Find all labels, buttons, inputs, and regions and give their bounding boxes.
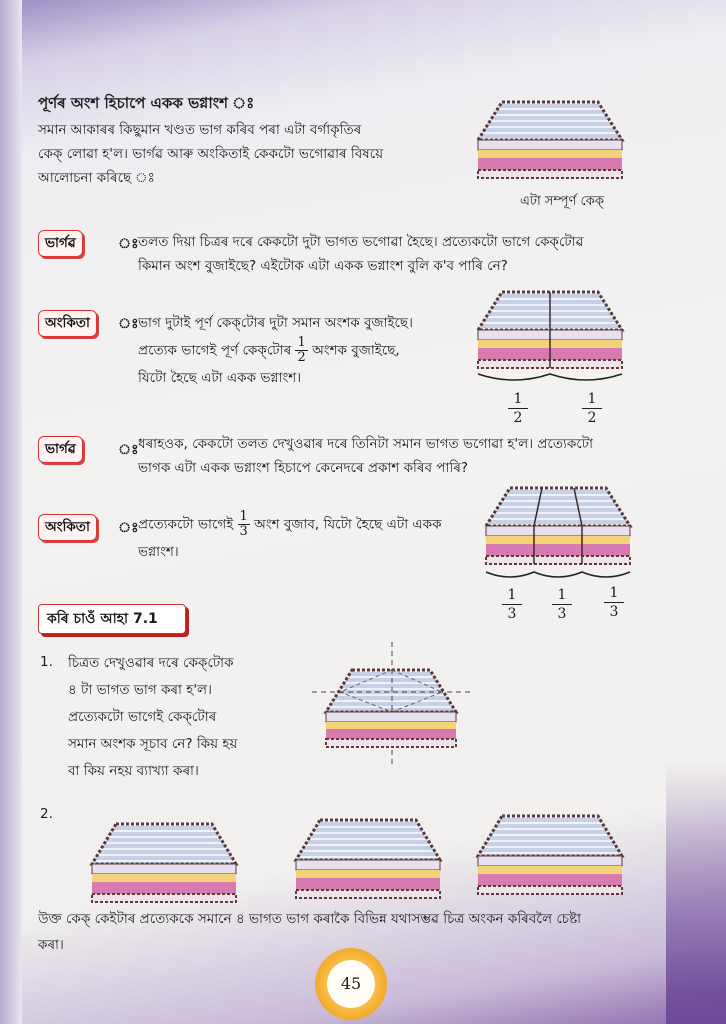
fraction-denominator: 3 — [239, 524, 248, 539]
speaker-tag-ankita: অংকিতা — [38, 310, 97, 337]
dialogue-bhargav-1 — [138, 230, 698, 278]
fraction-numerator: 1 — [239, 509, 248, 524]
third-label-2 — [552, 586, 572, 623]
half-cake-image — [470, 286, 630, 386]
intro-line: সমান আকাৰৰ কিছুমান খণ্ডত ভাগ কৰিব পৰা এটা বৰ্গাকৃতিৰ — [38, 122, 362, 138]
speaker-tag-ankita: অংকিতা — [38, 514, 97, 541]
fraction-numerator: 1 — [609, 585, 619, 601]
dialogue-line — [138, 336, 468, 365]
fraction-denominator: 3 — [552, 604, 572, 623]
text-span: অংশক বুজাইছে, — [312, 342, 400, 359]
page-number-badge — [315, 948, 387, 1020]
fraction-numerator: 1 — [587, 391, 597, 407]
intro-paragraph — [38, 118, 458, 190]
third-label-1 — [502, 586, 522, 623]
question-2-number: 2. — [40, 806, 53, 822]
section-heading: পূৰ্ণৰ অংশ হিচাপে একক ভগ্নাংশ ঃ — [38, 94, 255, 112]
fraction-numerator: 1 — [507, 587, 517, 603]
speaker-tag-bhargav: ভাৰ্গৱ — [38, 230, 83, 257]
text-span: প্ৰত্যেকটো ভাগেই — [138, 516, 234, 533]
dialogue-ankita-1 — [138, 310, 468, 391]
fraction-denominator: 3 — [502, 604, 522, 623]
dialogue-colon: ঃ — [118, 442, 139, 458]
dialogue-ankita-2 — [138, 510, 468, 565]
intro-line: কেক্ লোৱা হ'ল। ভাৰ্গৱ আৰু অংকিতাই কেকটো ভগোৱাৰ বিষয়ে — [38, 146, 384, 162]
question-1-number: 1. — [40, 654, 53, 670]
dialogue-line: ধৰাহওক, কেকটো তলত দেখুওৱাৰ দৰে তিনিটা সমান ভাগত ভগোৱা হ'ল। প্ৰত্যেকটো — [138, 436, 594, 452]
dialogue-bhargav-2 — [138, 432, 698, 480]
whole-cake-image — [470, 96, 630, 188]
fraction-denominator: 3 — [604, 602, 624, 621]
half-label-left — [508, 390, 528, 427]
fraction-denominator: 2 — [297, 350, 306, 365]
dialogue-line: ভাগ দুটাই পূৰ্ণ কেক্‌টোৰ দুটা সমান অংশক বুজাইছে। — [138, 315, 413, 331]
question-line: ৪ টা ভাগত ভাগ কৰা হ'ল। — [68, 682, 212, 698]
dialogue-colon: ঃ — [118, 316, 139, 332]
blank-cake-image-3 — [470, 810, 630, 906]
question-line: উক্ত কেক্ কেইটাৰ প্ৰত্যেককে সমানে ৪ ভাগত ভাগ কৰাকৈ বিভিন্ন যথাসম্ভৱ চিত্ৰ অংকন কৰিবলৈ চেষ্টা — [38, 911, 582, 927]
fraction-third — [238, 510, 250, 539]
fraction-numerator: 1 — [297, 335, 306, 350]
dialogue-colon: ঃ — [118, 520, 139, 536]
quarter-cut-cake-image — [306, 640, 476, 770]
blank-cake-image-2 — [288, 814, 448, 910]
exercise-title-box: কৰি চাওঁ আহা 7.1 — [38, 604, 186, 634]
whole-cake-caption: এটা সম্পূৰ্ণ কেক্ — [520, 194, 604, 209]
dialogue-line: তলত দিয়া চিত্ৰৰ দৰে কেকটো দুটা ভাগত ভগোৱা হৈছে। প্ৰত্যেকটো ভাগে কেক্‌টোৱ — [138, 234, 584, 250]
dialogue-line: ভগ্নাংশ। — [138, 544, 179, 560]
fraction-numerator: 1 — [557, 587, 567, 603]
text-span: অংশ বুজাব, যিটো হৈছে এটা একক — [254, 516, 442, 533]
question-1-text — [68, 650, 308, 785]
dialogue-line: কিমান অংশ বুজাইছে? এইটোক এটা একক ভগ্নাংশ বুলি ক'ব পাৰি নে? — [138, 258, 508, 274]
question-line: প্ৰত্যেকটো ভাগেই কেক্‌টোৰ — [68, 709, 217, 725]
intro-line: আলোচনা কৰিছে ঃ — [38, 170, 155, 186]
half-label-right — [582, 390, 602, 427]
page-number: 45 — [327, 960, 375, 1008]
third-cake-image — [478, 482, 638, 586]
question-line: চিত্ৰত দেখুওৱাৰ দৰে কেক্‌টোক — [68, 655, 234, 671]
dialogue-line — [138, 510, 468, 539]
fraction-denominator: 2 — [582, 408, 602, 427]
speaker-tag-bhargav: ভাৰ্গৱ — [38, 436, 83, 463]
question-line: কৰা। — [38, 937, 64, 953]
blank-cake-image-1 — [84, 818, 244, 914]
dialogue-line: যিটো হৈছে এটা একক ভগ্নাংশ। — [138, 370, 302, 386]
question-line: বা কিয় নহয় ব্যাখ্যা কৰা। — [68, 763, 199, 779]
fraction-numerator: 1 — [513, 391, 523, 407]
third-label-3 — [604, 584, 624, 621]
dialogue-colon: ঃ — [118, 236, 139, 252]
dialogue-line: ভাগক এটা একক ভগ্নাংশ হিচাপে কেনেদৰে প্ৰকাশ কৰিব পাৰি? — [138, 460, 468, 476]
question-line: সমান অংশক সূচাব নে? কিয় হয় — [68, 736, 238, 752]
page-binding-edge — [0, 0, 22, 1024]
fraction-denominator: 2 — [508, 408, 528, 427]
text-span: প্ৰত্যেক ভাগেই পূৰ্ণ কেক্‌টোৰ — [138, 342, 292, 359]
corner-shadow — [666, 760, 726, 1024]
fraction-half — [295, 336, 307, 365]
